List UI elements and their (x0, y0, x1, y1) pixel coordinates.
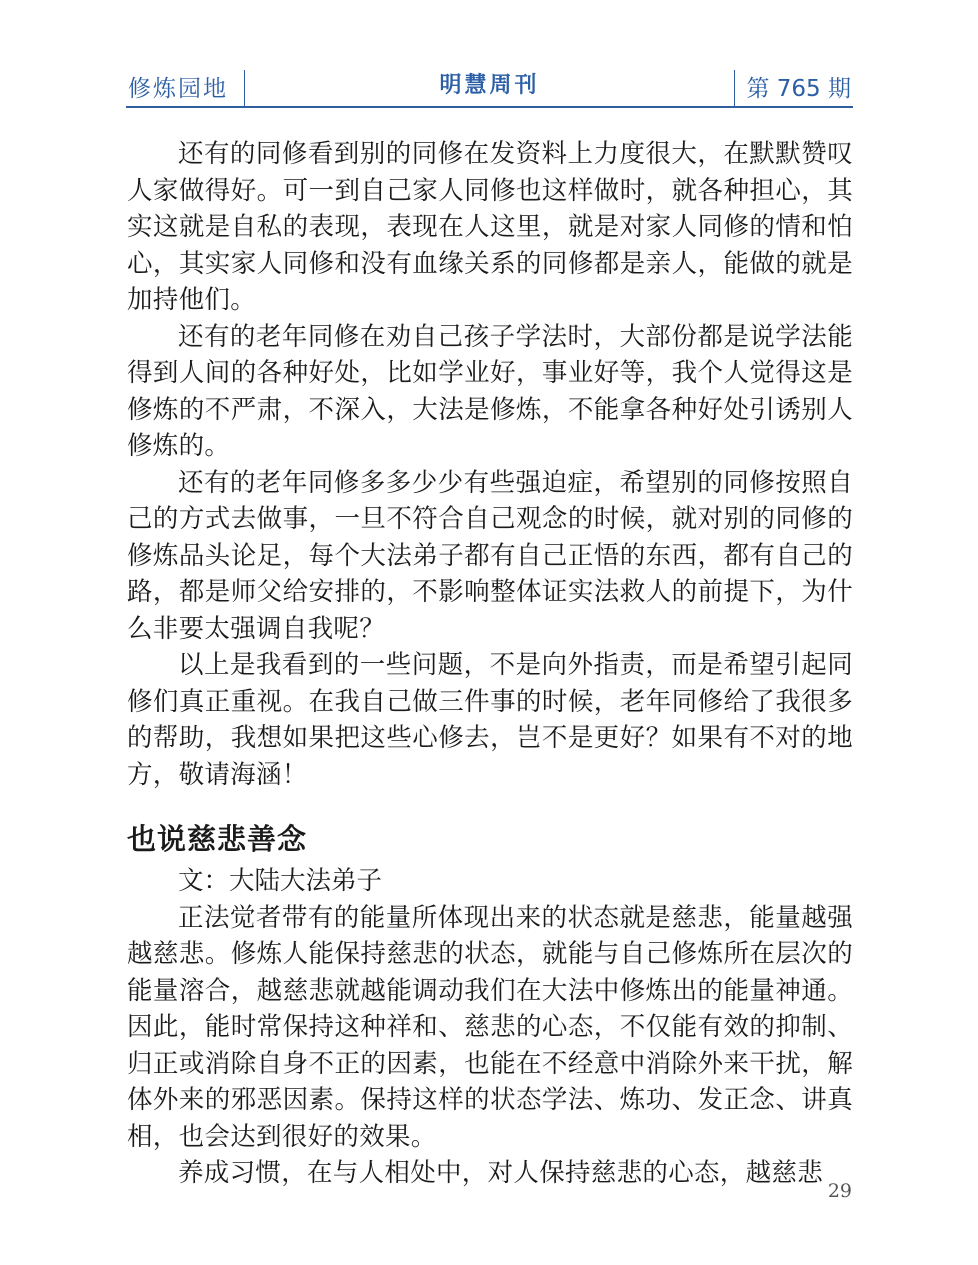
header-section-label: 修炼园地 (128, 76, 228, 102)
article-paragraph: 正法觉者带有的能量所体现出来的状态就是慈悲，能量越强越慈悲。修炼人能保持慈悲的状态，就能与自己修炼所在层次的能量溶合，越慈悲就越能调动我们在大法中修炼出的能量神通。因此，能时常保持这种祥和、慈悲的心态，不仅能有效的抑制、归正或消除自身不正的因素，也能在不经意中消除外来干扰，解体外来的邪恶因素。保持这样的状态学法、炼功、发正念、讲真相，也会达到很好的效果。 (127, 902, 853, 1152)
page-header (126, 62, 853, 108)
body-paragraph: 还有的同修看到别的同修在发资料上力度很大，在默默赞叹人家做得好。可一到自己家人同修也这样做时，就各种担心，其实这就是自私的表现，表现在人这里，就是对家人同修的情和怕心，其实家人同修和没有血缘关系的同修都是亲人，能做的就是加持他们。 (127, 139, 853, 315)
article-author: 文：大陆大法弟子 (178, 866, 383, 896)
header-divider-right (734, 70, 735, 108)
article-title: 也说慈悲善念 (127, 822, 308, 856)
header-issue-number: 第 765 期 (746, 76, 851, 102)
body-paragraph: 以上是我看到的一些问题，不是向外指责，而是希望引起同修们真正重视。在我自己做三件事的时候，老年同修给了我很多的帮助，我想如果把这些心修去，岂不是更好？如果有不对的地方，敬请海涵！ (127, 650, 853, 790)
body-paragraph: 还有的老年同修在劝自己孩子学法时，大部份都是说学法能得到人间的各种好处，比如学业好，事业好等，我个人觉得这是修炼的不严肃，不深入，大法是修炼，不能拿各种好处引诱别人修炼的。 (127, 321, 853, 461)
article-paragraph: 养成习惯，在与人相处中，对人保持慈悲的心态，越慈悲 (178, 1158, 824, 1188)
body-paragraph: 还有的老年同修多多少少有些强迫症，希望别的同修按照自己的方式去做事，一旦不符合自己观念的时候，就对别的同修的修炼品头论足，每个大法弟子都有自己正悟的东西，都有自己的路，都是师父给安排的，不影响整体证实法救人的前提下，为什么非要太强调自我呢？ (127, 467, 853, 644)
page-content (127, 136, 853, 1192)
header-publication-title: 明慧周刊 (439, 73, 540, 98)
page-number: 29 (827, 1180, 852, 1202)
header-rule (126, 106, 853, 108)
